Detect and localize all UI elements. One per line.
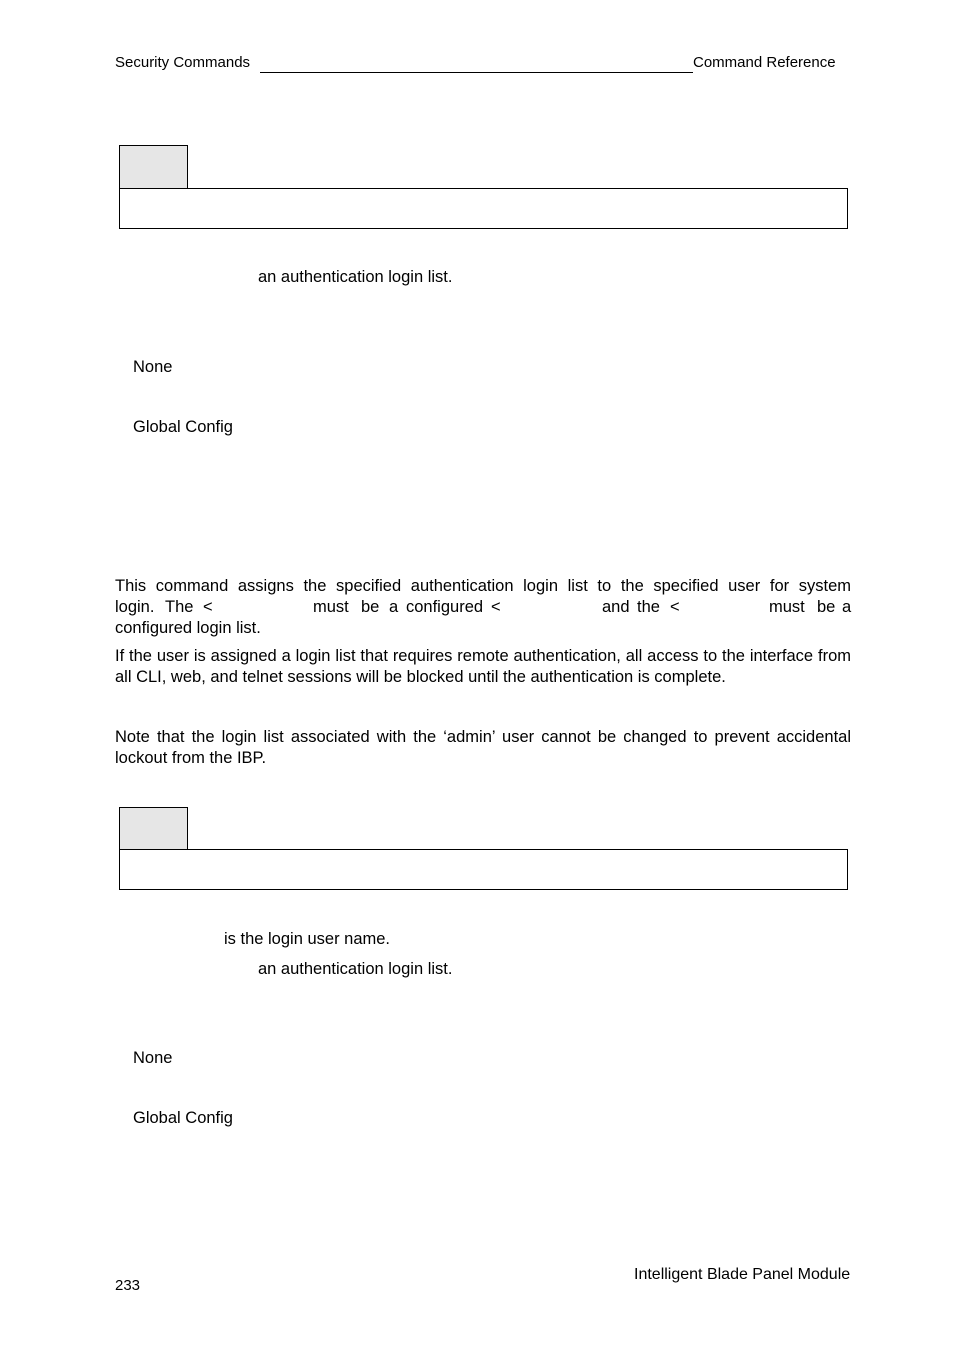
default-value: None bbox=[133, 1049, 173, 1067]
description-line-1: This command assigns the specified authentication login list to the specified user for system bbox=[115, 577, 851, 595]
syntax-command-box bbox=[119, 849, 848, 890]
footer-title: Intelligent Blade Panel Module bbox=[634, 1266, 851, 1283]
command-mode: Global Config bbox=[133, 1109, 233, 1127]
syntax-command-box bbox=[119, 188, 848, 229]
admin-note-paragraph: Note that the login list associated with the ‘admin’ user cannot be changed to prevent accidental lockout from the IBP. bbox=[115, 728, 851, 767]
description-line-2: login. The < must be a configured < and the < must be a bbox=[115, 598, 852, 616]
syntax-label-box bbox=[119, 807, 188, 850]
page-number: 233 bbox=[115, 1277, 141, 1294]
running-header-right: Command Reference bbox=[693, 54, 836, 71]
parameter-description: an authentication login list. bbox=[258, 960, 453, 978]
remote-auth-paragraph: If the user is assigned a login list that requires remote authentication, all access to the interface from all CLI, web, and telnet sessions will be blocked until the authentication is complete. bbox=[115, 647, 851, 686]
running-header-left: Security Commands bbox=[115, 54, 251, 71]
command-mode: Global Config bbox=[133, 418, 233, 436]
parameter-description: is the login user name. bbox=[224, 930, 391, 948]
syntax-label-box bbox=[119, 145, 188, 188]
description-line-3: configured login list. bbox=[115, 619, 261, 637]
header-rule bbox=[260, 72, 693, 73]
default-value: None bbox=[133, 358, 173, 376]
description-paragraph bbox=[115, 576, 851, 639]
parameter-description: an authentication login list. bbox=[258, 268, 453, 286]
